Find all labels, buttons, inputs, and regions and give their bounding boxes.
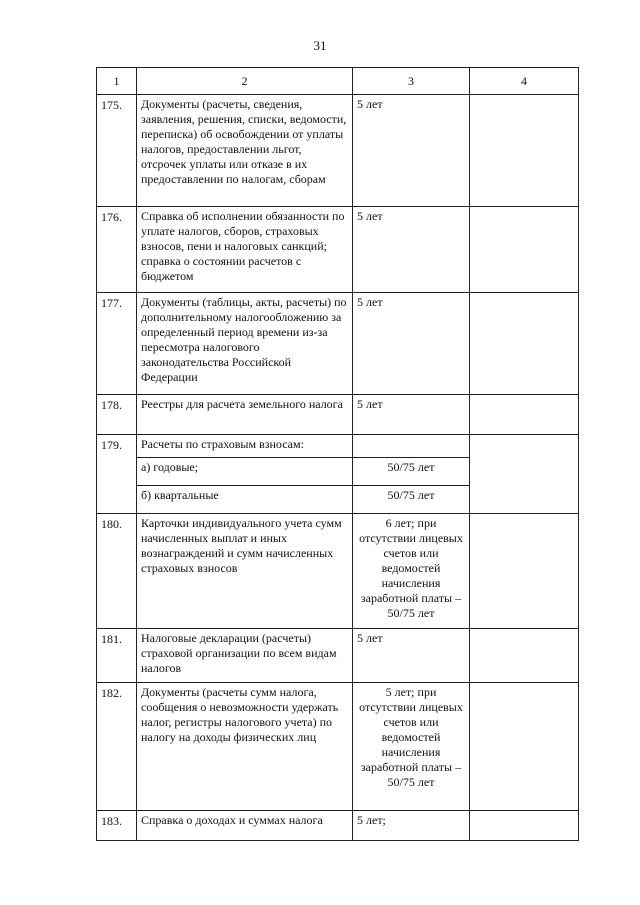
retention-term: 5 лет	[353, 293, 470, 395]
page-number: 31	[313, 38, 327, 53]
header-col-1: 1	[97, 68, 137, 95]
notes-cell	[470, 811, 579, 841]
header-col-2: 2	[137, 68, 353, 95]
table-row	[97, 811, 579, 841]
retention-term: 5 лет; при отсутствии лицевых счетов или ведомостей начисления заработной платы – 50/75 лет	[353, 683, 470, 811]
document-type: Карточки индивидуального учета сумм начисленных выплат и иных вознаграждений и сумм начисленных страховых взносов	[137, 514, 353, 629]
table-row	[97, 95, 579, 207]
document-type: Документы (расчеты, сведения, заявления, решения, списки, ведомости, переписка) об освобождении от уплаты налогов, предоставлении льгот, отсрочек уплаты или отказе в их предоставлении по налогам, сборам	[137, 95, 353, 207]
notes-cell	[470, 395, 579, 435]
row-number: 179.	[97, 435, 137, 514]
register-table	[96, 67, 579, 841]
document-type: Расчеты по страховым взносам:	[137, 435, 353, 458]
retention-term: 50/75 лет	[353, 486, 470, 514]
document-type: Налоговые декларации (расчеты) страховой организации по всем видам налогов	[137, 629, 353, 683]
notes-cell	[470, 683, 579, 811]
document-subtype: а) годовые;	[137, 458, 353, 486]
row-number: 178.	[97, 395, 137, 435]
row-number: 175.	[97, 95, 137, 207]
row-number: 177.	[97, 293, 137, 395]
table-row	[97, 514, 579, 629]
document-type: Реестры для расчета земельного налога	[137, 395, 353, 435]
row-number: 180.	[97, 514, 137, 629]
table-row	[97, 207, 579, 293]
header-row	[97, 68, 579, 95]
notes-cell	[470, 95, 579, 207]
document-type: Справка об исполнении обязанности по уплате налогов, сборов, страховых взносов, пени и налоговых санкций; справка о состоянии расчетов с бюджетом	[137, 207, 353, 293]
retention-term: 5 лет;	[353, 811, 470, 841]
row-number: 183.	[97, 811, 137, 841]
retention-term: 5 лет	[353, 95, 470, 207]
retention-term: 5 лет	[353, 207, 470, 293]
row-number: 181.	[97, 629, 137, 683]
header-col-4: 4	[470, 68, 579, 95]
retention-term: 5 лет	[353, 395, 470, 435]
table-row	[97, 435, 579, 458]
table-row	[97, 629, 579, 683]
row-number: 176.	[97, 207, 137, 293]
document-type: Документы (расчеты сумм налога, сообщения о невозможности удержать налог, регистры налогового учета) по налогу на доходы физических лиц	[137, 683, 353, 811]
document-subtype: б) квартальные	[137, 486, 353, 514]
notes-cell	[470, 514, 579, 629]
table-row	[97, 395, 579, 435]
notes-cell	[470, 207, 579, 293]
row-number: 182.	[97, 683, 137, 811]
notes-cell	[470, 435, 579, 514]
table-row	[97, 683, 579, 811]
document-type: Документы (таблицы, акты, расчеты) по дополнительному налогообложению за определенный период времени из-за пересмотра налогового законодательства Российской Федерации	[137, 293, 353, 395]
table-row	[97, 293, 579, 395]
notes-cell	[470, 629, 579, 683]
retention-term	[353, 435, 470, 458]
retention-term: 5 лет	[353, 629, 470, 683]
header-col-3: 3	[353, 68, 470, 95]
document-type: Справка о доходах и суммах налога	[137, 811, 353, 841]
retention-term: 50/75 лет	[353, 458, 470, 486]
notes-cell	[470, 293, 579, 395]
retention-term: 6 лет; при отсутствии лицевых счетов или ведомостей начисления заработной платы – 50/75 лет	[353, 514, 470, 629]
